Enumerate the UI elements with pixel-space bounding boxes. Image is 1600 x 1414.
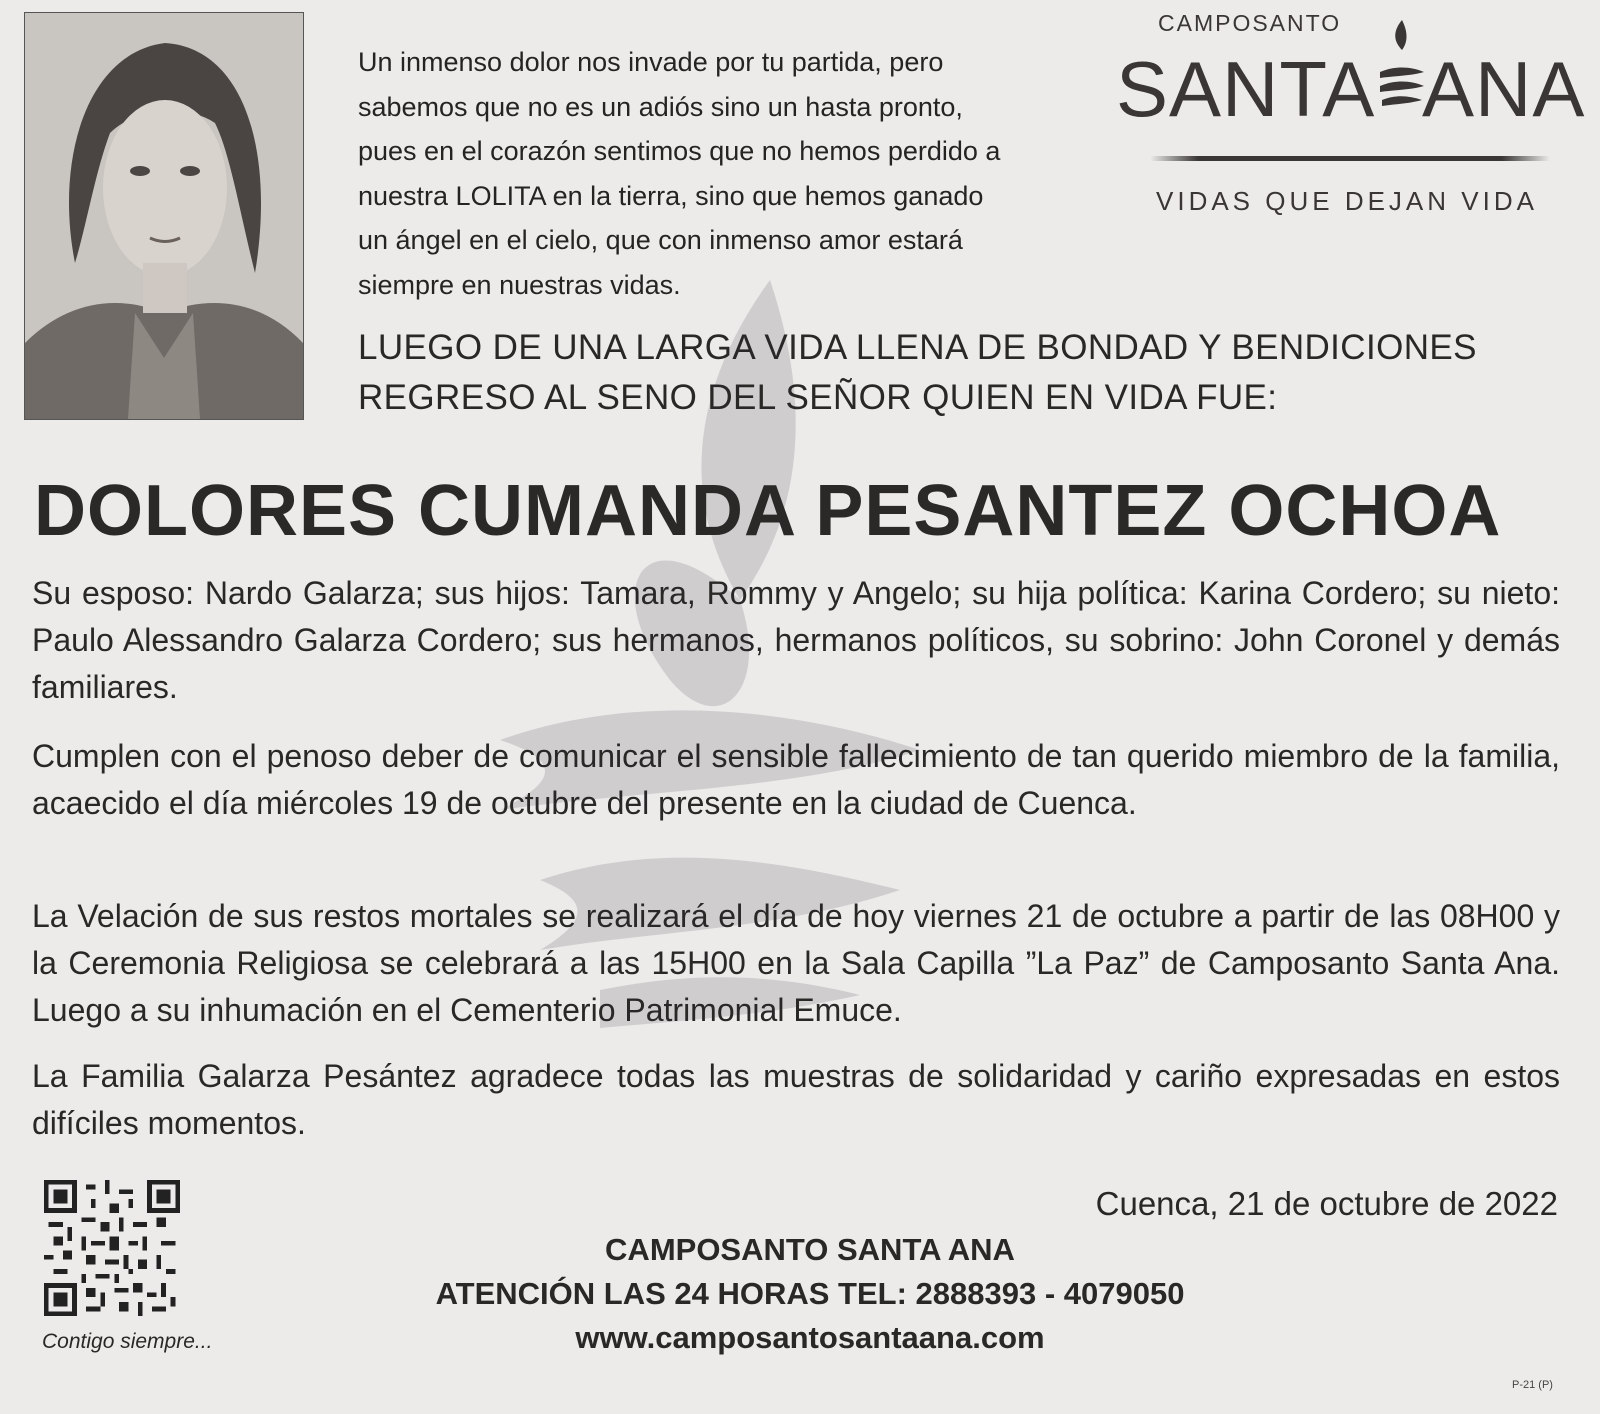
ad-code: P-21 (P): [1512, 1379, 1553, 1391]
footer-website-link[interactable]: www.camposantosantaana.com: [575, 1320, 1045, 1355]
lead-heading: [358, 323, 1558, 423]
quote-line: nuestra LOLITA en la tierra, sino que hemos ganado: [358, 180, 984, 211]
quote-line: sabemos que no es un adiós sino un hasta pronto,: [358, 91, 963, 122]
lead-line-1: LUEGO DE UNA LARGA VIDA LLENA DE BONDAD Y BENDICIONES: [358, 328, 1477, 367]
slogan: Contigo siempre...: [42, 1330, 213, 1353]
quote-line: Un inmenso dolor nos invade por tu partida, pero: [358, 47, 944, 77]
footer-phone[interactable]: ATENCIÓN LAS 24 HORAS TEL: 2888393 - 4079050: [435, 1276, 1185, 1311]
quote-line: pues en el corazón sentimos que no hemos perdido a: [358, 136, 1001, 166]
announcement-paragraph: Cumplen con el penoso deber de comunicar el sensible fallecimiento de tan querido miembro de la familia, acaecido el día miércoles 19 de octubre del presente en la ciudad de Cuenca.: [32, 738, 1560, 821]
lead-line-2: REGRESO AL SENO DEL SEÑOR QUIEN EN VIDA FUE:: [358, 378, 1278, 417]
qr-code-icon[interactable]: [40, 1180, 184, 1316]
footer-company: CAMPOSANTO SANTA ANA: [605, 1232, 1015, 1267]
logo-name-right: ANA: [1422, 45, 1586, 133]
thanks-paragraph: La Familia Galarza Pesántez agradece todas las muestras de solidaridad y cariño expresadas en estos difíciles momentos.: [32, 1058, 1560, 1141]
schedule-paragraph: La Velación de sus restos mortales se realizará el día de hoy viernes 21 de octubre a partir de las 08H00 y la Ceremonia Religiosa se celebrará a las 15H00 en la Sala Capilla ”La Paz” de Camposanto Santa Ana. Luego a su inhumación en el Cementerio Patrimonial Emuce.: [32, 898, 1560, 1028]
logo-tagline: VIDAS QUE DEJAN VIDA: [1156, 186, 1538, 216]
quote-line: siempre en nuestras vidas.: [358, 269, 681, 300]
dateline: Cuenca, 21 de octubre de 2022: [1095, 1185, 1558, 1222]
deceased-portrait: [24, 12, 304, 420]
portrait-image: [25, 13, 303, 419]
deceased-name: DOLORES CUMANDA PESANTEZ OCHOA: [34, 471, 1502, 551]
logo-name: [1116, 44, 1586, 154]
logo-prefix: CAMPOSANTO: [1158, 10, 1342, 36]
opening-quote: [358, 40, 1098, 307]
quote-line: un ángel en el cielo, que con inmenso amor estará: [358, 225, 963, 255]
logo-flame-icon: [1376, 20, 1426, 120]
logo-rule: [1150, 156, 1550, 161]
family-paragraph: Su esposo: Nardo Galarza; sus hijos: Tamara, Rommy y Angelo; su hija política: Karina Cordero; su nieto: Paulo Alessandro Galarza Cordero; sus hermanos, hermanos políticos, su sobrino: John Coronel y demás familiares.: [32, 575, 1560, 705]
camposanto-logo: [1116, 4, 1586, 234]
logo-name-left: SANTA: [1116, 45, 1376, 133]
